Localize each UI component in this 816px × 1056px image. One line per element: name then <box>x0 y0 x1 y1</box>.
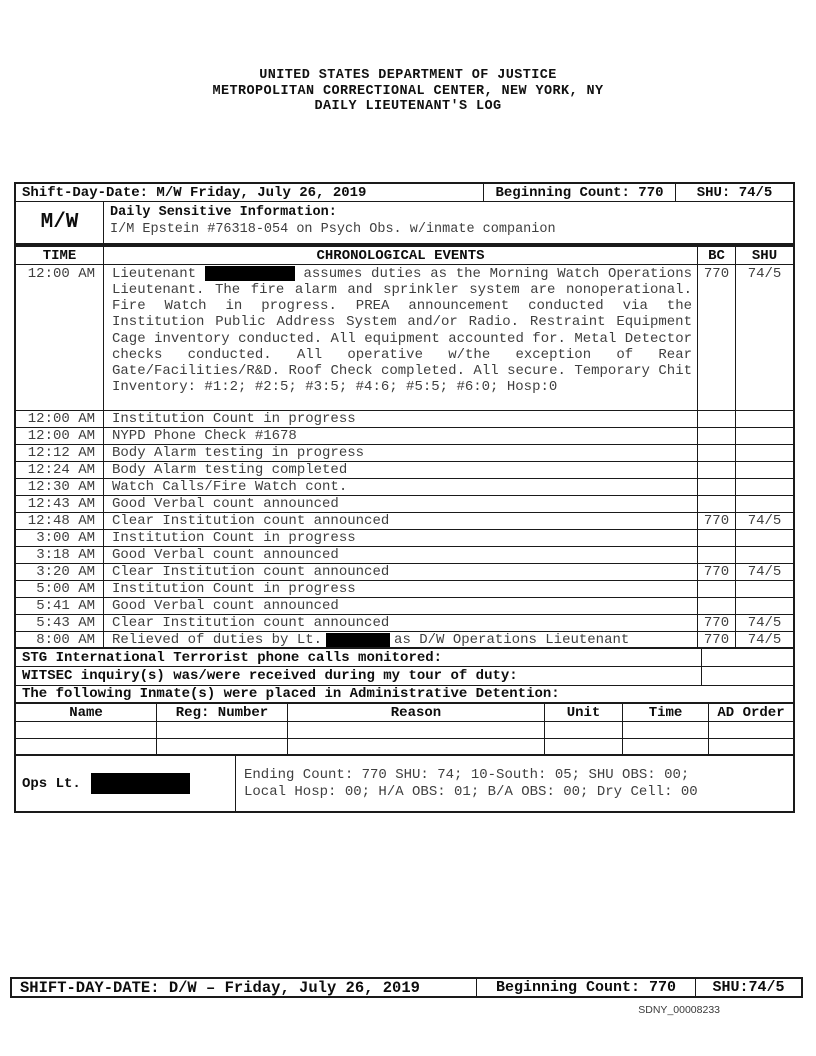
log-event-text: Body Alarm testing in progress <box>104 445 698 461</box>
log-event-text: Clear Institution count announced <box>104 513 698 529</box>
log-bc <box>698 479 736 495</box>
ops-lieutenant-cell <box>16 756 236 811</box>
log-time: 3:18 AM <box>16 547 104 563</box>
log-event-text: Institution Count in progress <box>104 581 698 597</box>
log-shu <box>736 462 793 478</box>
log-header-row <box>16 247 793 265</box>
admin-detention-empty-row <box>16 739 793 756</box>
next-shift-info-row <box>12 979 801 996</box>
ad-reason-header: Reason <box>288 704 545 721</box>
next-shift-header-table <box>10 977 803 998</box>
log-shu <box>736 598 793 614</box>
log-bc <box>698 428 736 444</box>
log-row <box>16 547 793 564</box>
log-row <box>16 479 793 496</box>
log-bc <box>698 445 736 461</box>
log-bc: 770 <box>698 632 736 647</box>
log-event-text: Institution Count in progress <box>104 530 698 546</box>
event-text-after: as D/W Operations Lieutenant <box>394 632 630 647</box>
log-row <box>16 513 793 530</box>
ad-unit-cell <box>545 739 623 754</box>
log-time: 12:00 AM <box>16 411 104 427</box>
log-time: 12:43 AM <box>16 496 104 512</box>
log-bc <box>698 411 736 427</box>
next-shu-count: SHU:74/5 <box>712 979 785 996</box>
next-shift-day-date: SHIFT-DAY-DATE: D/W – Friday, July 26, 2019 <box>12 979 477 996</box>
log-shu <box>736 428 793 444</box>
log-row-relief <box>16 632 793 649</box>
log-bc <box>698 598 736 614</box>
ad-unit-header: Unit <box>545 704 623 721</box>
log-time: 3:20 AM <box>16 564 104 580</box>
sensitive-info-text: I/M Epstein #76318-054 on Psych Obs. w/inmate companion <box>110 222 556 237</box>
log-shu <box>736 581 793 597</box>
log-event-text: Clear Institution count announced <box>104 564 698 580</box>
document-title <box>0 68 816 115</box>
log-shu: 74/5 <box>747 615 782 631</box>
redaction-box <box>205 266 295 281</box>
log-event-text <box>104 632 698 647</box>
stg-monitored-label: STG International Terrorist phone calls monitored: <box>16 649 702 666</box>
log-time: 3:00 AM <box>16 530 104 546</box>
witsec-inquiry-label: WITSEC inquiry(s) was/were received during my tour of duty: <box>16 667 702 685</box>
log-row <box>16 581 793 598</box>
ad-order-header: AD Order <box>717 704 785 721</box>
log-row <box>16 598 793 615</box>
log-time: 12:48 AM <box>16 513 104 529</box>
log-bc: 770 <box>698 564 736 580</box>
log-shu <box>736 530 793 546</box>
witsec-inquiry-row <box>16 667 793 686</box>
ad-name-cell <box>16 722 157 738</box>
log-bc <box>698 547 736 563</box>
ad-name-header: Name <box>16 704 157 721</box>
log-row <box>16 462 793 479</box>
ad-reason-cell <box>288 722 545 738</box>
redaction-box <box>91 773 190 794</box>
next-beginning-count: Beginning Count: 770 <box>477 979 696 996</box>
stg-monitored-value-cell <box>702 649 793 666</box>
events-column-header: CHRONOLOGICAL EVENTS <box>104 247 698 264</box>
log-event-text: Good Verbal count announced <box>104 547 698 563</box>
log-row <box>16 564 793 581</box>
log-time: 5:41 AM <box>16 598 104 614</box>
log-event-text: Clear Institution count announced <box>104 615 698 631</box>
log-row <box>16 530 793 547</box>
log-row <box>16 445 793 462</box>
title-line-facility: METROPOLITAN CORRECTIONAL CENTER, NEW YORK, NY <box>212 83 604 99</box>
title-line-log: DAILY LIEUTENANT'S LOG <box>314 99 502 114</box>
log-row <box>16 496 793 513</box>
log-bc <box>698 462 736 478</box>
log-row <box>16 615 793 632</box>
log-row <box>16 411 793 428</box>
log-shu: 74/5 <box>747 513 782 529</box>
log-time: 5:00 AM <box>16 581 104 597</box>
ending-count-cell <box>236 756 793 811</box>
admin-detention-title: The following Inmate(s) were placed in Administrative Detention: <box>22 686 560 702</box>
log-shu: 74/5 <box>747 266 782 282</box>
ops-lieutenant-label: Ops Lt. <box>22 775 81 792</box>
admin-detention-empty-row <box>16 722 793 739</box>
log-event-text: Good Verbal count announced <box>104 598 698 614</box>
log-time: 12:00 AM <box>16 265 104 410</box>
log-event-text: Body Alarm testing completed <box>104 462 698 478</box>
sensitive-info-cell <box>104 202 793 243</box>
shift-info-row <box>16 184 793 202</box>
shift-header-table <box>14 182 795 245</box>
log-bc: 770 <box>698 615 736 631</box>
log-row <box>16 428 793 445</box>
ops-lieutenant-row <box>16 756 793 811</box>
time-column-header: TIME <box>16 247 104 264</box>
log-shu <box>736 547 793 563</box>
log-bc: 770 <box>698 513 736 529</box>
ad-reg-number-cell <box>157 739 288 754</box>
ad-unit-cell <box>545 722 623 738</box>
sensitive-info-label: Daily Sensitive Information: <box>110 205 337 220</box>
log-shu: 74/5 <box>747 564 782 580</box>
stg-monitored-row <box>16 649 793 667</box>
log-time: 12:24 AM <box>16 462 104 478</box>
log-event-text: Institution Count in progress <box>104 411 698 427</box>
log-shu: 74/5 <box>747 632 782 647</box>
ad-name-cell <box>16 739 157 754</box>
ad-reason-cell <box>288 739 545 754</box>
ad-time-cell <box>623 722 709 738</box>
log-bc <box>698 496 736 512</box>
ad-reg-number-cell <box>157 722 288 738</box>
shift-day-date: Shift-Day-Date: M/W Friday, July 26, 2019 <box>16 184 484 201</box>
watch-code: M/W <box>16 202 104 243</box>
log-bc <box>698 530 736 546</box>
ad-reg-number-header: Reg: Number <box>157 704 288 721</box>
bc-column-header: BC <box>698 247 736 264</box>
shu-column-header: SHU <box>751 247 778 264</box>
chronological-log-table <box>14 245 795 813</box>
ad-order-cell <box>709 739 793 754</box>
log-time: 8:00 AM <box>16 632 104 647</box>
admin-detention-header-row <box>16 704 793 722</box>
log-shu <box>736 445 793 461</box>
log-time: 5:43 AM <box>16 615 104 631</box>
ending-count-line2: Local Hosp: 00; H/A OBS: 01; B/A OBS: 00; Dry Cell: 00 <box>244 783 698 800</box>
log-event-text: NYPD Phone Check #1678 <box>104 428 698 444</box>
log-bc: 770 <box>698 265 736 410</box>
bates-number: SDNY_00008233 <box>638 1004 720 1016</box>
ad-time-cell <box>623 739 709 754</box>
log-shu <box>736 479 793 495</box>
event-text-before: Lieutenant <box>112 266 205 283</box>
log-time: 12:30 AM <box>16 479 104 495</box>
witsec-inquiry-value-cell <box>702 667 793 685</box>
sensitive-info-row <box>16 202 793 243</box>
log-shu <box>736 411 793 427</box>
log-event-text: Watch Calls/Fire Watch cont. <box>104 479 698 495</box>
title-line-doj: UNITED STATES DEPARTMENT OF JUSTICE <box>259 68 557 83</box>
ad-order-cell <box>709 722 793 738</box>
admin-detention-title-row <box>16 686 793 704</box>
log-shu <box>736 496 793 512</box>
event-text-before: Relieved of duties by Lt. <box>112 632 323 647</box>
log-bc <box>698 581 736 597</box>
beginning-count: Beginning Count: 770 <box>484 184 676 201</box>
ad-time-header: Time <box>623 704 709 721</box>
event-text-after: assumes duties as the Morning Watch Operations Lieutenant. The fire alarm and sprinkler system are nonoperational. Fire Watch in progress. PREA announcement conducted via the Institution Public Address System and/or Radio. Restraint Equipment Cage inventory conducted. All equipment accounted for. Metal Detector checks conducted. All operative w/the exception of Rear Gate/Facilities/R&D. Roof Check completed. All secure. Temporary Chit Inventory: #1:2; #2:5; #3:5; #4:6; #5:5; #6:0; Hosp:0 <box>112 266 692 395</box>
log-event-text: Good Verbal count announced <box>104 496 698 512</box>
log-row-main-entry <box>16 265 793 411</box>
log-time: 12:00 AM <box>16 428 104 444</box>
ending-count-line1: Ending Count: 770 SHU: 74; 10-South: 05; SHU OBS: 00; <box>244 766 690 783</box>
shu-count: SHU: 74/5 <box>696 184 773 201</box>
log-event-text <box>104 265 698 410</box>
log-time: 12:12 AM <box>16 445 104 461</box>
redaction-box <box>326 633 390 647</box>
